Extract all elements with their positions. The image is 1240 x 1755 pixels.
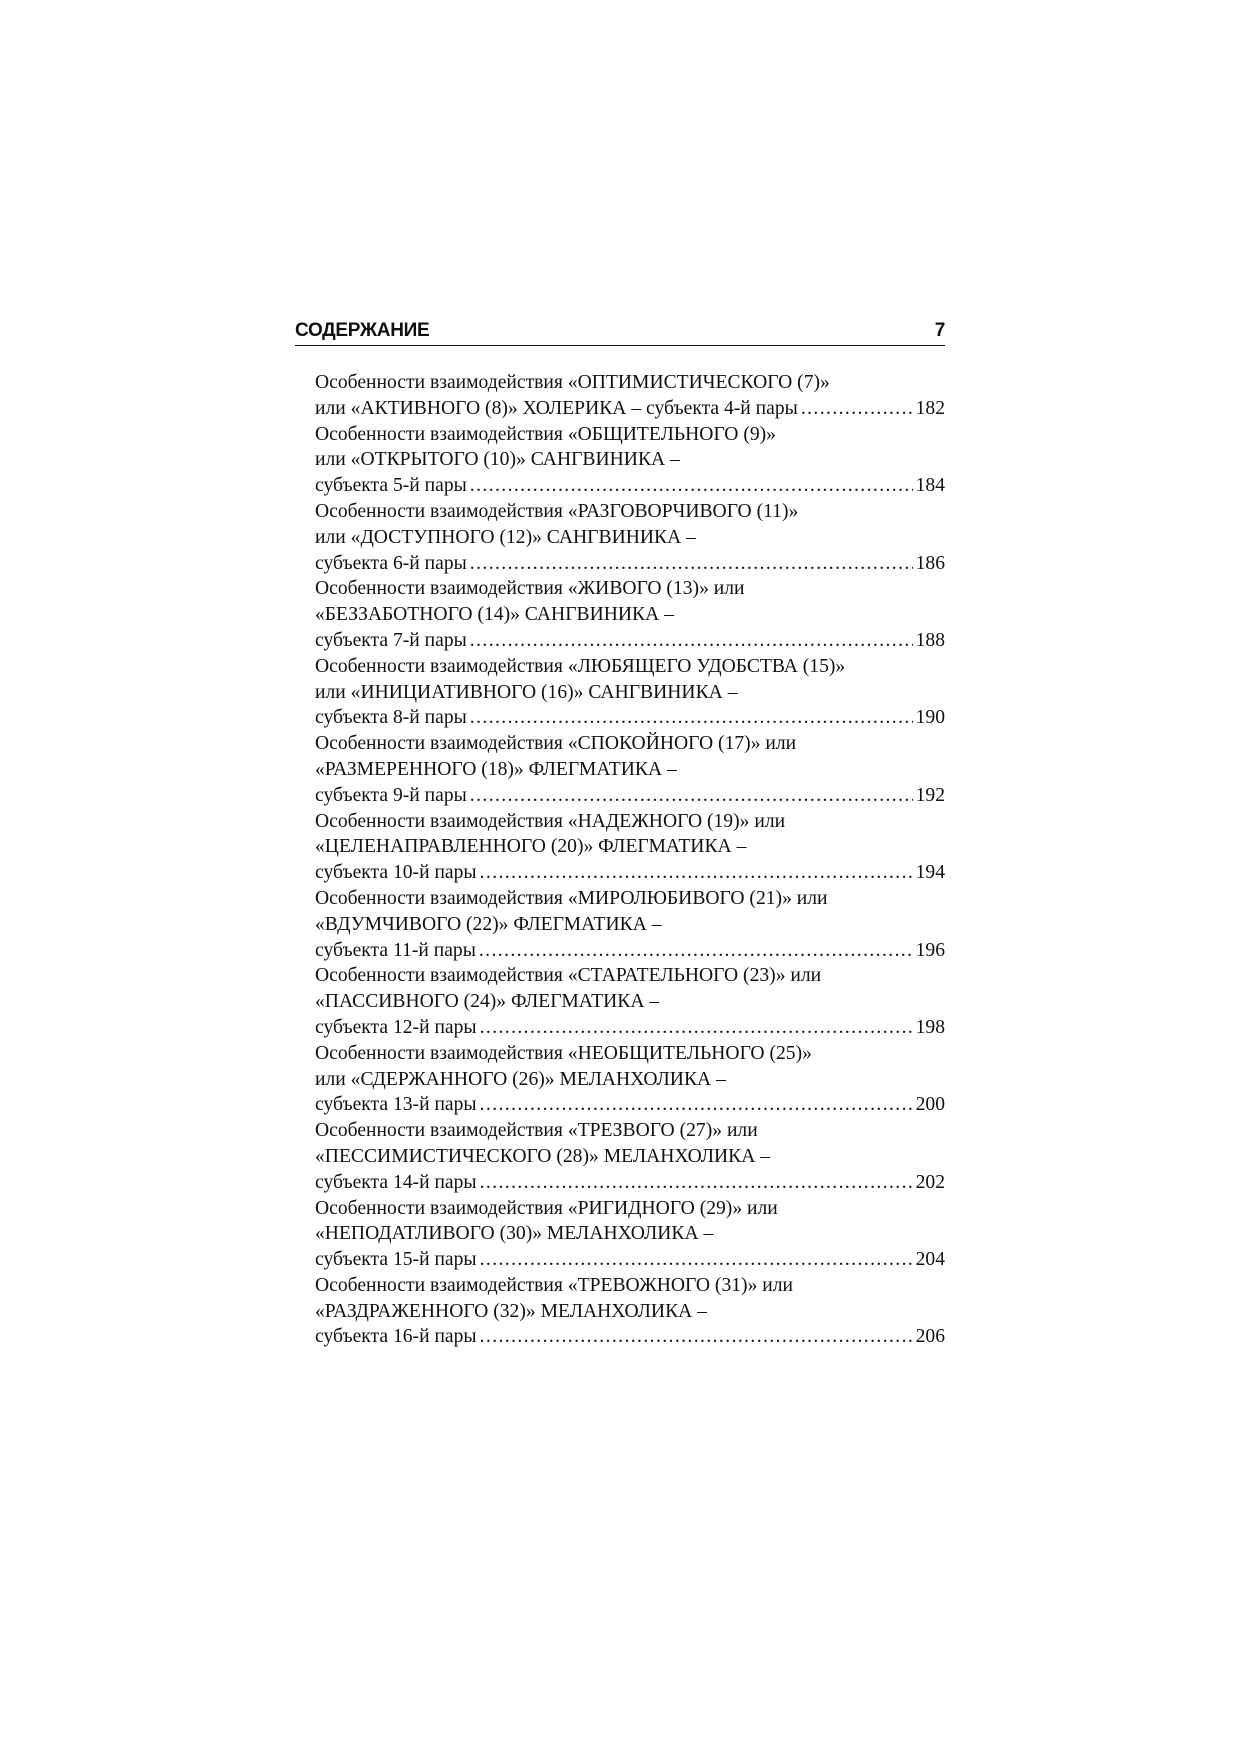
table-of-contents (295, 370, 945, 1350)
toc-entry-title-line: Особенности взаимодействия «НЕОБЩИТЕЛЬНОГО (25)» (315, 1042, 812, 1064)
toc-entry-title-line: Особенности взаимодействия «ЖИВОГО (13)» или (315, 578, 745, 600)
toc-page-number: 188 (915, 629, 945, 651)
toc-entry-title-line: «ВДУМЧИВОГО (22)» ФЛЕГМАТИКА – (315, 913, 662, 935)
dot-leader (470, 705, 913, 731)
book-page (295, 318, 945, 1350)
toc-entry-title-line: субъекта 5-й пары (315, 475, 467, 497)
toc-entry[interactable] (315, 1196, 945, 1273)
toc-entry[interactable] (315, 654, 945, 731)
toc-entry-title-line: Особенности взаимодействия «СТАРАТЕЛЬНОГО (23)» или (315, 965, 822, 987)
toc-entry-title-line: «ПАССИВНОГО (24)» ФЛЕГМАТИКА – (315, 991, 660, 1013)
toc-entry-title-line: субъекта 8-й пары (315, 707, 467, 729)
running-header (295, 318, 945, 346)
toc-entry-title-line: Особенности взаимодействия «МИРОЛЮБИВОГО (21)» или (315, 887, 828, 909)
toc-entry-title-line: Особенности взаимодействия «ОБЩИТЕЛЬНОГО (9)» (315, 423, 776, 445)
toc-entry-title-line: Особенности взаимодействия «РИГИДНОГО (29)» или (315, 1197, 778, 1219)
toc-entry-last-line (315, 705, 945, 731)
toc-entry-title-line: субъекта 13-й пары (315, 1094, 477, 1116)
toc-entry-title-line: субъекта 12-й пары (315, 1016, 477, 1038)
toc-entry-title-line: Особенности взаимодействия «ТРЕВОЖНОГО (31)» или (315, 1274, 794, 1296)
toc-entry-title-line: субъекта 16-й пары (315, 1326, 477, 1348)
toc-entry-title-line: «РАЗМЕРЕННОГО (18)» ФЛЕГМАТИКА – (315, 758, 677, 780)
toc-entry[interactable] (315, 809, 945, 886)
toc-entry[interactable] (315, 886, 945, 963)
toc-entry[interactable] (315, 370, 945, 422)
dot-leader (480, 1015, 913, 1041)
toc-page-number: 200 (915, 1094, 945, 1116)
toc-entry-title-line: «БЕЗЗАБОТНОГО (14)» САНГВИНИКА – (315, 604, 674, 626)
toc-entry-last-line (315, 1092, 945, 1118)
toc-entry-title-line: или «ОТКРЫТОГО (10)» САНГВИНИКА – (315, 449, 680, 471)
toc-page-number: 202 (915, 1171, 945, 1193)
dot-leader (480, 1324, 913, 1350)
toc-entry-last-line (315, 628, 945, 654)
toc-entry[interactable] (315, 1118, 945, 1195)
toc-entry-last-line (315, 860, 945, 886)
toc-entry-title-line: «ЦЕЛЕНАПРАВЛЕННОГО (20)» ФЛЕГМАТИКА – (315, 836, 747, 858)
toc-entry-last-line (315, 1015, 945, 1041)
toc-page-number: 182 (915, 397, 945, 419)
toc-entry-last-line (315, 1324, 945, 1350)
header-title: СОДЕРЖАНИЕ (295, 320, 430, 341)
toc-entry-last-line (315, 1247, 945, 1273)
toc-page-number: 194 (915, 862, 945, 884)
dot-leader (470, 473, 913, 499)
toc-entry-title-line: или «СДЕРЖАННОГО (26)» МЕЛАНХОЛИКА – (315, 1068, 726, 1090)
toc-entry-title-line: субъекта 15-й пары (315, 1249, 477, 1271)
toc-page-number: 206 (915, 1326, 945, 1348)
toc-entry-last-line (315, 938, 945, 964)
toc-page-number: 196 (915, 939, 945, 961)
toc-page-number: 204 (915, 1249, 945, 1271)
toc-entry-title-line: «РАЗДРАЖЕННОГО (32)» МЕЛАНХОЛИКА – (315, 1300, 707, 1322)
toc-entry-title-line: Особенности взаимодействия «ЛЮБЯЩЕГО УДОБСТВА (15)» (315, 655, 846, 677)
toc-entry[interactable] (315, 1041, 945, 1118)
dot-leader (801, 396, 913, 422)
toc-entry-title-line: субъекта 14-й пары (315, 1171, 477, 1193)
dot-leader (470, 628, 913, 654)
dot-leader (480, 860, 913, 886)
dot-leader (480, 1247, 913, 1273)
toc-entry[interactable] (315, 731, 945, 808)
dot-leader (480, 1170, 913, 1196)
dot-leader (470, 551, 913, 577)
dot-leader (470, 783, 913, 809)
toc-entry-last-line (315, 396, 945, 422)
dot-leader (480, 1092, 913, 1118)
toc-entry-title-line: Особенности взаимодействия «ОПТИМИСТИЧЕСКОГО (7)» (315, 372, 830, 393)
toc-entry-title-line: «НЕПОДАТЛИВОГО (30)» МЕЛАНХОЛИКА – (315, 1223, 714, 1245)
toc-entry-title-line: или «ДОСТУПНОГО (12)» САНГВИНИКА – (315, 526, 696, 548)
toc-entry-title-line: субъекта 6-й пары (315, 552, 467, 574)
dot-leader (479, 938, 913, 964)
header-page-number: 7 (934, 320, 945, 341)
toc-page-number: 198 (915, 1016, 945, 1038)
toc-entry-title-line: субъекта 11-й пары (315, 939, 476, 961)
toc-entry[interactable] (315, 576, 945, 653)
toc-entry[interactable] (315, 422, 945, 499)
toc-page-number: 190 (915, 707, 945, 729)
toc-entry[interactable] (315, 499, 945, 576)
toc-entry-title-line: субъекта 9-й пары (315, 784, 467, 806)
toc-entry-title-line: субъекта 10-й пары (315, 862, 477, 884)
toc-entry-title-line: Особенности взаимодействия «СПОКОЙНОГО (17)» или (315, 733, 797, 755)
toc-entry-title-line: субъекта 7-й пары (315, 629, 467, 651)
toc-entry-title-line: или «ИНИЦИАТИВНОГО (16)» САНГВИНИКА – (315, 681, 738, 703)
toc-entry[interactable] (315, 1273, 945, 1350)
toc-entry-last-line (315, 473, 945, 499)
toc-entry-last-line (315, 1170, 945, 1196)
toc-entry-title-line: Особенности взаимодействия «РАЗГОВОРЧИВОГО (11)» (315, 500, 799, 522)
toc-entry-title-line: «ПЕССИМИСТИЧЕСКОГО (28)» МЕЛАНХОЛИКА – (315, 1145, 771, 1167)
toc-entry-title-line: или «АКТИВНОГО (8)» ХОЛЕРИКА – субъекта 4-й пары (315, 397, 798, 419)
toc-entry[interactable] (315, 963, 945, 1040)
toc-entry-title-line: Особенности взаимодействия «НАДЕЖНОГО (19)» или (315, 810, 786, 832)
toc-entry-last-line (315, 551, 945, 577)
toc-entry-title-line: Особенности взаимодействия «ТРЕЗВОГО (27)» или (315, 1120, 758, 1142)
toc-entry-last-line (315, 783, 945, 809)
toc-page-number: 192 (915, 784, 945, 806)
toc-page-number: 184 (915, 475, 945, 497)
toc-page-number: 186 (915, 552, 945, 574)
